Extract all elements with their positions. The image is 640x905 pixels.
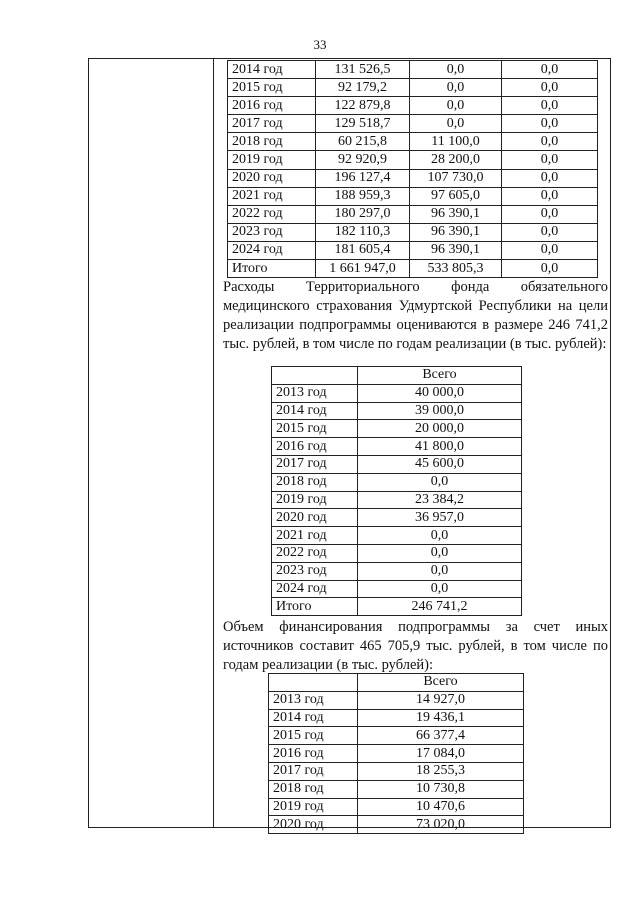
amount-cell: 246 741,2 bbox=[358, 598, 522, 616]
page-number: 33 bbox=[313, 37, 327, 52]
amount-cell: 131 526,5 bbox=[316, 61, 410, 79]
year-cell: 2023 год bbox=[228, 223, 316, 241]
amount-cell: 0,0 bbox=[358, 580, 522, 598]
year-cell: 2013 год bbox=[272, 384, 358, 402]
table-row bbox=[269, 798, 524, 816]
outer-frame-divider bbox=[213, 58, 214, 828]
year-cell: 2016 год bbox=[272, 438, 358, 456]
year-cell: 2020 год bbox=[228, 169, 316, 187]
year-cell: 2016 год bbox=[228, 97, 316, 115]
table-row bbox=[228, 260, 598, 278]
year-cell: 2013 год bbox=[269, 691, 358, 709]
year-cell: Итого bbox=[272, 598, 358, 616]
year-cell: 2018 год bbox=[272, 473, 358, 491]
year-cell: 2016 год bbox=[269, 745, 358, 763]
amount-cell: 0,0 bbox=[502, 115, 598, 133]
amount-cell: 188 959,3 bbox=[316, 187, 410, 205]
year-cell: 2017 год bbox=[272, 455, 358, 473]
amount-cell: 1 661 947,0 bbox=[316, 260, 410, 278]
amount-cell: 0,0 bbox=[502, 79, 598, 97]
year-cell: 2020 год bbox=[269, 816, 358, 834]
table-row bbox=[228, 115, 598, 133]
other-sources-paragraph: Объем финансирования подпрограммы за счет иных источников составит 465 705,9 тыс. рублей, в том числе по годам реализации (в тыс. рублей): bbox=[223, 619, 608, 673]
amount-cell: 96 390,1 bbox=[410, 241, 502, 259]
column-header-total: Всего bbox=[358, 674, 524, 692]
amount-cell: 0,0 bbox=[502, 223, 598, 241]
amount-cell: 36 957,0 bbox=[358, 509, 522, 527]
table-row bbox=[228, 61, 598, 79]
amount-cell: 122 879,8 bbox=[316, 97, 410, 115]
amount-cell: 10 470,6 bbox=[358, 798, 524, 816]
table-row bbox=[272, 384, 522, 402]
table-row bbox=[272, 527, 522, 545]
amount-cell: 39 000,0 bbox=[358, 402, 522, 420]
table-row bbox=[269, 745, 524, 763]
amount-cell: 0,0 bbox=[502, 61, 598, 79]
year-cell: 2024 год bbox=[228, 241, 316, 259]
amount-cell: 40 000,0 bbox=[358, 384, 522, 402]
funding-by-year-table bbox=[227, 60, 598, 278]
year-cell: 2015 год bbox=[272, 420, 358, 438]
amount-cell: 20 000,0 bbox=[358, 420, 522, 438]
amount-cell: 19 436,1 bbox=[358, 709, 524, 727]
amount-cell: 533 805,3 bbox=[410, 260, 502, 278]
amount-cell: 0,0 bbox=[502, 260, 598, 278]
year-cell: 2018 год bbox=[228, 133, 316, 151]
tfoms-expenses-paragraph: Расходы Территориального фонда обязательного медицинского страхования Удмуртской Республики на цели реализации подпрограммы оцениваются в размере 246 741,2 тыс. рублей, в том числе по годам реализации (в тыс. рублей): bbox=[223, 279, 608, 352]
table-row bbox=[272, 420, 522, 438]
year-cell: 2015 год bbox=[228, 79, 316, 97]
table-row bbox=[272, 562, 522, 580]
amount-cell: 92 920,9 bbox=[316, 151, 410, 169]
table-row bbox=[228, 205, 598, 223]
table-row bbox=[228, 223, 598, 241]
amount-cell: 17 084,0 bbox=[358, 745, 524, 763]
table-row bbox=[269, 780, 524, 798]
amount-cell: 45 600,0 bbox=[358, 455, 522, 473]
amount-cell: 0,0 bbox=[502, 151, 598, 169]
amount-cell: 41 800,0 bbox=[358, 438, 522, 456]
table-row bbox=[272, 580, 522, 598]
amount-cell: 181 605,4 bbox=[316, 241, 410, 259]
table-row bbox=[272, 473, 522, 491]
table-row bbox=[272, 438, 522, 456]
other-sources-table bbox=[268, 673, 524, 834]
table-row bbox=[269, 816, 524, 834]
year-cell: 2018 год bbox=[269, 780, 358, 798]
table-row bbox=[272, 491, 522, 509]
amount-cell: 23 384,2 bbox=[358, 491, 522, 509]
amount-cell: 0,0 bbox=[358, 544, 522, 562]
table-row bbox=[228, 241, 598, 259]
year-cell: 2021 год bbox=[228, 187, 316, 205]
table-row bbox=[272, 402, 522, 420]
table-row bbox=[228, 79, 598, 97]
year-cell: 2020 год bbox=[272, 509, 358, 527]
table-row bbox=[269, 727, 524, 745]
year-cell: 2014 год bbox=[269, 709, 358, 727]
amount-cell: 73 020,0 bbox=[358, 816, 524, 834]
amount-cell: 0,0 bbox=[358, 473, 522, 491]
amount-cell: 0,0 bbox=[358, 527, 522, 545]
year-cell: 2019 год bbox=[228, 151, 316, 169]
amount-cell: 180 297,0 bbox=[316, 205, 410, 223]
table-row bbox=[272, 455, 522, 473]
amount-cell: 0,0 bbox=[502, 169, 598, 187]
year-cell: 2024 год bbox=[272, 580, 358, 598]
column-header-total: Всего bbox=[358, 367, 522, 385]
header-blank-cell bbox=[272, 367, 358, 385]
year-cell: 2022 год bbox=[228, 205, 316, 223]
year-cell: 2014 год bbox=[228, 61, 316, 79]
amount-cell: 97 605,0 bbox=[410, 187, 502, 205]
amount-cell: 182 110,3 bbox=[316, 223, 410, 241]
amount-cell: 0,0 bbox=[410, 115, 502, 133]
year-cell: 2015 год bbox=[269, 727, 358, 745]
year-cell: 2023 год bbox=[272, 562, 358, 580]
year-cell: 2019 год bbox=[272, 491, 358, 509]
amount-cell: 0,0 bbox=[502, 97, 598, 115]
year-cell: 2014 год bbox=[272, 402, 358, 420]
amount-cell: 0,0 bbox=[502, 133, 598, 151]
amount-cell: 0,0 bbox=[410, 97, 502, 115]
amount-cell: 92 179,2 bbox=[316, 79, 410, 97]
amount-cell: 28 200,0 bbox=[410, 151, 502, 169]
amount-cell: 96 390,1 bbox=[410, 223, 502, 241]
table-header-row bbox=[272, 367, 522, 385]
table-row bbox=[272, 544, 522, 562]
amount-cell: 0,0 bbox=[502, 187, 598, 205]
amount-cell: 0,0 bbox=[502, 241, 598, 259]
amount-cell: 129 518,7 bbox=[316, 115, 410, 133]
table-row bbox=[228, 169, 598, 187]
amount-cell: 66 377,4 bbox=[358, 727, 524, 745]
year-cell: Итого bbox=[228, 260, 316, 278]
table-header-row bbox=[269, 674, 524, 692]
amount-cell: 0,0 bbox=[358, 562, 522, 580]
amount-cell: 0,0 bbox=[410, 61, 502, 79]
amount-cell: 18 255,3 bbox=[358, 762, 524, 780]
table-row bbox=[269, 691, 524, 709]
table-row bbox=[228, 97, 598, 115]
table-row bbox=[269, 709, 524, 727]
table-row bbox=[228, 151, 598, 169]
year-cell: 2017 год bbox=[269, 762, 358, 780]
amount-cell: 0,0 bbox=[410, 79, 502, 97]
amount-cell: 0,0 bbox=[502, 205, 598, 223]
year-cell: 2017 год bbox=[228, 115, 316, 133]
table-row bbox=[269, 762, 524, 780]
amount-cell: 96 390,1 bbox=[410, 205, 502, 223]
amount-cell: 107 730,0 bbox=[410, 169, 502, 187]
header-blank-cell bbox=[269, 674, 358, 692]
year-cell: 2019 год bbox=[269, 798, 358, 816]
table-row bbox=[272, 598, 522, 616]
amount-cell: 60 215,8 bbox=[316, 133, 410, 151]
amount-cell: 196 127,4 bbox=[316, 169, 410, 187]
amount-cell: 11 100,0 bbox=[410, 133, 502, 151]
year-cell: 2021 год bbox=[272, 527, 358, 545]
tfoms-expenses-table bbox=[271, 366, 522, 616]
table-row bbox=[228, 133, 598, 151]
amount-cell: 10 730,8 bbox=[358, 780, 524, 798]
table-row bbox=[228, 187, 598, 205]
table-row bbox=[272, 509, 522, 527]
amount-cell: 14 927,0 bbox=[358, 691, 524, 709]
year-cell: 2022 год bbox=[272, 544, 358, 562]
